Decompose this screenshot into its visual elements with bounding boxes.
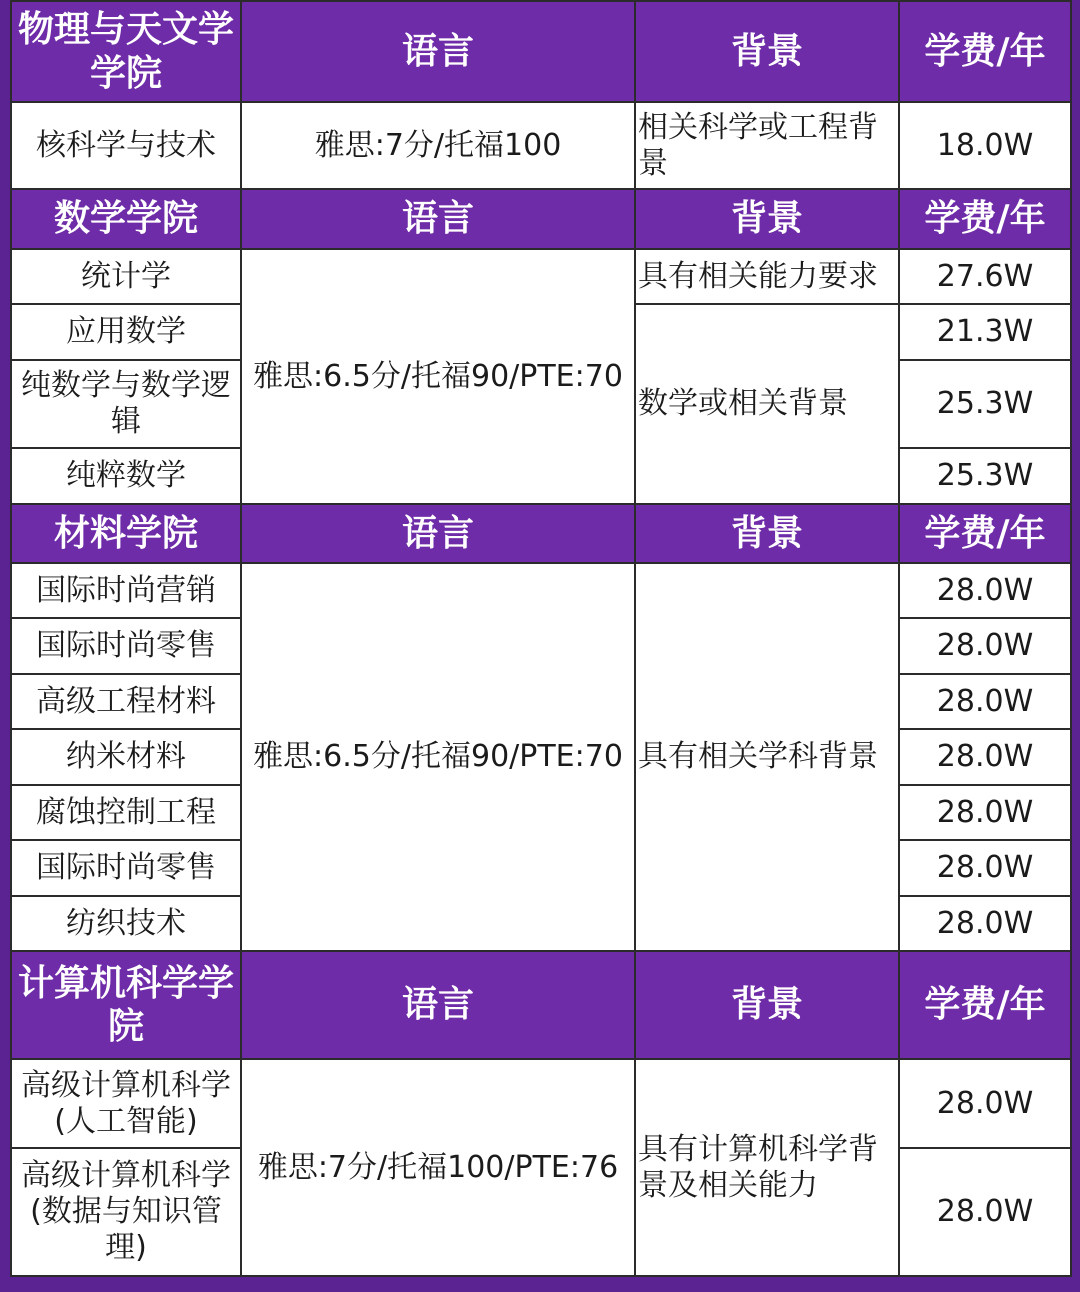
background-header: 背景 <box>635 951 899 1059</box>
program-name: 核科学与技术 <box>11 102 241 189</box>
program-name: 纺织技术 <box>11 896 241 951</box>
tuition-fee: 28.0W <box>899 1059 1071 1148</box>
tuition-fee: 28.0W <box>899 896 1071 951</box>
fee-header: 学费/年 <box>899 1 1071 102</box>
tuition-fee: 18.0W <box>899 102 1071 189</box>
program-name: 高级计算机科学(人工智能) <box>11 1059 241 1148</box>
tuition-fee: 25.3W <box>899 448 1071 504</box>
school-name: 数学学院 <box>11 189 241 249</box>
tuition-fee: 28.0W <box>899 563 1071 618</box>
program-name: 国际时尚营销 <box>11 563 241 618</box>
tuition-fee: 28.0W <box>899 729 1071 785</box>
program-name: 国际时尚零售 <box>11 840 241 896</box>
background-header: 背景 <box>635 189 899 249</box>
fee-header: 学费/年 <box>899 504 1071 563</box>
program-name: 腐蚀控制工程 <box>11 785 241 840</box>
program-name: 国际时尚零售 <box>11 618 241 674</box>
table-row <box>11 563 1071 618</box>
language-requirement: 雅思:7分/托福100 <box>241 102 635 189</box>
program-name: 应用数学 <box>11 304 241 360</box>
program-name: 纯粹数学 <box>11 448 241 504</box>
section-header <box>11 951 1071 1059</box>
language-header: 语言 <box>241 189 635 249</box>
fee-header: 学费/年 <box>899 189 1071 249</box>
section-header <box>11 1 1071 102</box>
tuition-fee: 21.3W <box>899 304 1071 360</box>
tuition-fee: 25.3W <box>899 360 1071 448</box>
language-header: 语言 <box>241 504 635 563</box>
tuition-fee: 28.0W <box>899 618 1071 674</box>
school-name: 材料学院 <box>11 504 241 563</box>
program-name: 纳米材料 <box>11 729 241 785</box>
tuition-fee: 28.0W <box>899 840 1071 896</box>
language-requirement: 雅思:7分/托福100/PTE:76 <box>241 1059 635 1276</box>
tuition-fee: 28.0W <box>899 1148 1071 1276</box>
table-row <box>11 1059 1071 1148</box>
language-header: 语言 <box>241 1 635 102</box>
school-name: 物理与天文学学院 <box>11 1 241 102</box>
fee-header: 学费/年 <box>899 951 1071 1059</box>
tuition-fee: 28.0W <box>899 674 1071 729</box>
tuition-fee: 27.6W <box>899 249 1071 304</box>
language-header: 语言 <box>241 951 635 1059</box>
tuition-fee: 28.0W <box>899 785 1071 840</box>
section-header <box>11 504 1071 563</box>
background-requirement: 具有相关学科背景 <box>635 563 899 951</box>
background-requirement: 相关科学或工程背景 <box>635 102 899 189</box>
table-row <box>11 102 1071 189</box>
program-table <box>10 0 1072 1277</box>
background-requirement: 具有相关能力要求 <box>635 249 899 304</box>
table-row <box>11 249 1071 304</box>
background-header: 背景 <box>635 504 899 563</box>
program-name: 高级工程材料 <box>11 674 241 729</box>
language-requirement: 雅思:6.5分/托福90/PTE:70 <box>241 563 635 951</box>
program-name: 高级计算机科学(数据与知识管理) <box>11 1148 241 1276</box>
section-header <box>11 189 1071 249</box>
background-header: 背景 <box>635 1 899 102</box>
language-requirement: 雅思:6.5分/托福90/PTE:70 <box>241 249 635 504</box>
program-name: 纯数学与数学逻辑 <box>11 360 241 448</box>
background-requirement: 数学或相关背景 <box>635 304 899 504</box>
program-name: 统计学 <box>11 249 241 304</box>
school-name: 计算机科学学院 <box>11 951 241 1059</box>
background-requirement: 具有计算机科学背景及相关能力 <box>635 1059 899 1276</box>
